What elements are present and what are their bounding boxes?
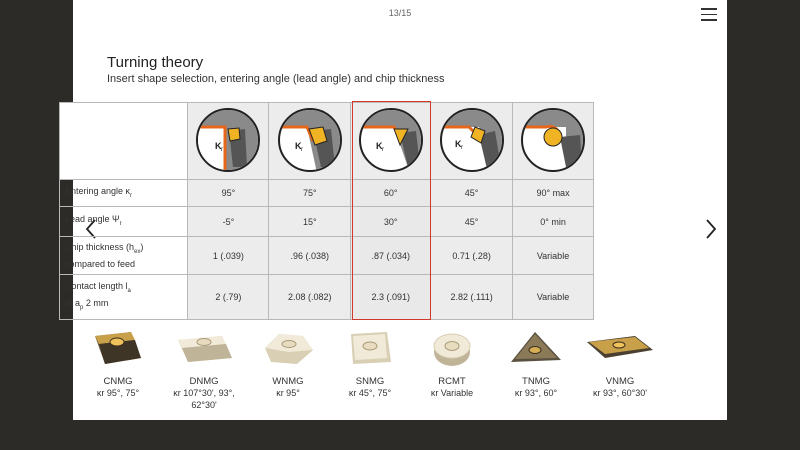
table-cell: 2.82 (.111) bbox=[431, 275, 513, 320]
insert-cnmg bbox=[78, 326, 158, 399]
hamburger-icon bbox=[701, 8, 717, 10]
svg-text:K: K bbox=[215, 141, 222, 151]
insert-shapes-row bbox=[38, 326, 647, 420]
illustration-cell-selected bbox=[351, 103, 431, 180]
table-cell-selected: 60° bbox=[351, 180, 431, 207]
svg-text:K: K bbox=[294, 141, 302, 151]
table-cell: 0° min bbox=[513, 207, 594, 237]
page-subtitle: Insert shape selection, entering angle (lead angle) and chip thickness bbox=[107, 73, 445, 85]
illustration-cell bbox=[513, 103, 594, 180]
table-cell: 15° bbox=[269, 207, 351, 237]
row-label-contact-length: Contact length $l_a$ at $a_p$ 2 mm bbox=[60, 275, 188, 320]
insert-code: CNMG bbox=[103, 376, 133, 387]
svg-text:r: r bbox=[300, 147, 303, 153]
entering-angle-75-illustration bbox=[277, 107, 343, 173]
insert-desc: κr 93°, 60° bbox=[514, 388, 558, 398]
table-cell: 75° bbox=[269, 180, 351, 207]
tnmg-insert-icon bbox=[507, 328, 565, 370]
insert-code: TNMG bbox=[522, 376, 550, 387]
entering-angle-95-illustration bbox=[195, 107, 261, 173]
entering-angle-60-illustration bbox=[358, 107, 424, 173]
insert-desc: κr 93°, 60°30' bbox=[593, 388, 647, 398]
table-cell: 45° bbox=[431, 180, 513, 207]
page-counter: 13/15 bbox=[388, 8, 412, 18]
table-cell: 2 (.79) bbox=[188, 275, 269, 320]
illustration-cell bbox=[431, 103, 513, 180]
insert-wnmg bbox=[248, 326, 328, 399]
row-label-chip-thickness: Chip thickness $(h_{ex})$ compared to feed bbox=[60, 237, 188, 275]
insert-desc: κr Variable bbox=[430, 388, 474, 398]
table-cell: 1 (.039) bbox=[188, 237, 269, 275]
wnmg-insert-icon bbox=[259, 328, 317, 370]
snmg-insert-icon bbox=[343, 328, 397, 370]
insert-desc: κr 95°, 75° bbox=[96, 388, 140, 398]
svg-text:r: r bbox=[221, 147, 224, 153]
insert-code: DNMG bbox=[189, 376, 219, 387]
page-title: Turning theory bbox=[107, 54, 204, 71]
table-cell: Variable bbox=[513, 275, 594, 320]
insert-rcmt bbox=[412, 326, 492, 399]
table-cell: .96 (.038) bbox=[269, 237, 351, 275]
insert-comparison-table bbox=[59, 102, 594, 320]
next-page-button[interactable] bbox=[704, 218, 718, 240]
row-label-lead-angle: Lead angle $\Psi_r$ bbox=[60, 207, 188, 237]
table-cell: 2.08 (.082) bbox=[269, 275, 351, 320]
svg-text:r: r bbox=[460, 145, 463, 151]
insert-dnmg bbox=[164, 326, 244, 411]
rcmt-insert-icon bbox=[425, 328, 479, 370]
table-corner-cell bbox=[60, 103, 188, 180]
table-cell: 0.71 (.28) bbox=[431, 237, 513, 275]
row-label-entering-angle: Entering angle $\kappa_r$ bbox=[60, 180, 188, 207]
table-cell-selected: 30° bbox=[351, 207, 431, 237]
insert-desc: κr 45°, 75° bbox=[348, 388, 392, 398]
round-insert-illustration bbox=[520, 107, 586, 173]
insert-desc: κr 95° bbox=[276, 388, 300, 398]
vnmg-insert-icon bbox=[585, 328, 655, 370]
table-cell: 90° max bbox=[513, 180, 594, 207]
insert-code: VNMG bbox=[605, 376, 635, 387]
cnmg-insert-icon bbox=[91, 328, 145, 370]
insert-code: WNMG bbox=[272, 376, 304, 387]
illustration-cell bbox=[269, 103, 351, 180]
svg-text:r: r bbox=[381, 147, 384, 153]
insert-tnmg bbox=[496, 326, 576, 399]
entering-angle-45-illustration bbox=[439, 107, 505, 173]
chevron-right-icon bbox=[704, 218, 718, 240]
table-cell: Variable bbox=[513, 237, 594, 275]
insert-desc: κr 107°30', 93°, 62°30' bbox=[173, 388, 235, 410]
menu-button[interactable] bbox=[701, 8, 717, 21]
table-cell: -5° bbox=[188, 207, 269, 237]
insert-code: SNMG bbox=[355, 376, 385, 387]
hamburger-icon-bar bbox=[701, 14, 717, 16]
table-cell-selected: 2.3 (.091) bbox=[351, 275, 431, 320]
svg-text:K: K bbox=[375, 141, 383, 151]
svg-text:K: K bbox=[454, 139, 462, 149]
insert-code: RCMT bbox=[438, 376, 466, 387]
table-cell: 95° bbox=[188, 180, 269, 207]
table-cell: 45° bbox=[431, 207, 513, 237]
dnmg-insert-icon bbox=[172, 328, 236, 370]
insert-vnmg bbox=[580, 326, 660, 399]
illustration-cell bbox=[188, 103, 269, 180]
hamburger-icon-bar bbox=[701, 19, 717, 21]
insert-snmg bbox=[330, 326, 410, 399]
table-cell-selected: .87 (.034) bbox=[351, 237, 431, 275]
